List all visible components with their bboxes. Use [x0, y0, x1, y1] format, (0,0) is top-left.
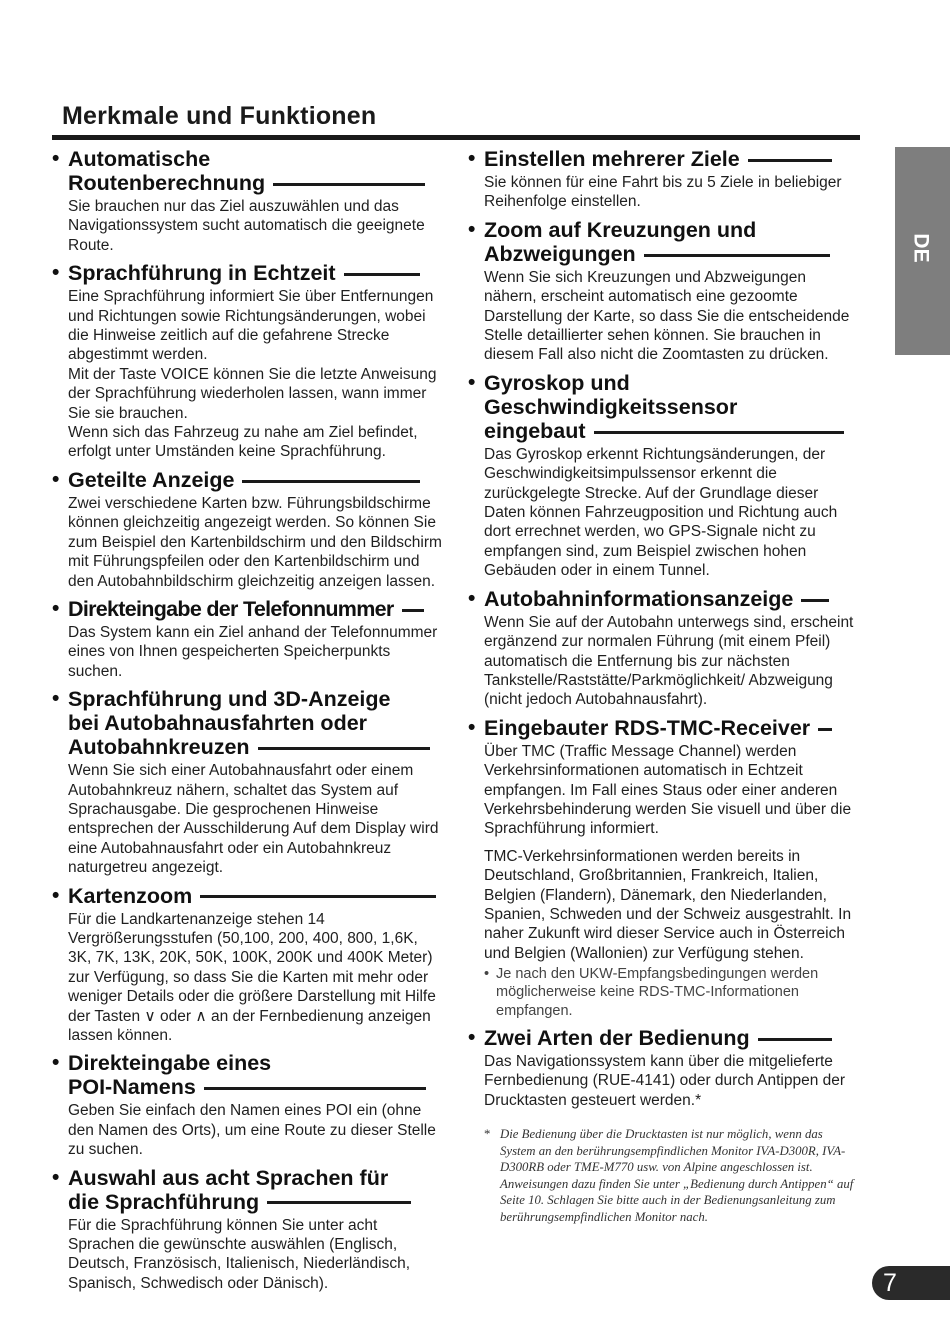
bullet-icon: • [52, 261, 60, 285]
heading-rule [273, 183, 425, 186]
heading-rule [200, 895, 436, 898]
feature-body: Für die Landkartenanzeige stehen 14 Vergrößerungsstufen (50,100, 200, 400, 800, 1,6K, 3K, 7K, 13K, 20K, 50K, 100K, 200K und 400K Meter) zur Verfügung, so dass Sie die Karten mit mehr oder weniger Details oder die größere Darstellung mit Hilfe der Tasten ∨ oder ∧ an der Fernbedienung anzeigen lassen können. [68, 910, 436, 1044]
feature-body: Wenn Sie sich Kreuzungen und Abzweigungen nähern, erscheint automatisch eine gezoomte Darstellung der Karte, so dass Sie die entscheidende Stelle detaillierter sehen können. Sie brauchen in diesem Fall also nicht die Zoomtasten zu drücken. [484, 268, 850, 364]
bullet-icon: • [52, 467, 60, 491]
feature-two-operation-modes [468, 1026, 860, 1226]
bullet-icon: • [484, 966, 490, 983]
feature-eight-languages [52, 1166, 444, 1294]
feature-motorway-info [468, 587, 860, 710]
bullet-icon: • [468, 1025, 476, 1049]
note: • Je nach den UKW-Empfangsbedingungen werden möglicherweise keine RDS-TMC-Informationen empfangen. [484, 966, 819, 1019]
feature-heading: • Direkteingabe der Telefonnummer [52, 597, 444, 621]
feature-body: Eine Sprachführung informiert Sie über Entfernungen und Richtungen sowie Richtungsänderungen, wobei die Hinweise zeitlich auf die gefahrene Strecke abgestimmt werden. Mit der Taste VOICE können Sie die letzte Anweisung der Sprachführung wiederholen lassen, wann immer Sie sie brauchen. Wenn sich das Fahrzeug zu nahe am Ziel befindet, erfolgt unter Umständen keine Sprachführung. [68, 288, 437, 461]
right-column [468, 147, 860, 1232]
feature-intersection-zoom [468, 218, 860, 365]
feature-body: Über TMC (Traffic Message Channel) werden Verkehrsinformationen automatisch in Echtzeit empfangen. Im Fall eines Staus oder einer anderen Verkehrsbehinderung werden Sie visuell und über die Sprachführung informiert. TMC-Verkehrsinformationen werden bereits in Deutschland, Großbritannien, Frankreich, Italien, Belgien (Flandern), Dänemark, den Niederlanden, Spanien, Schweden und der Schweiz ausgestrahlt. In naher Zukunft wird dieser Service auch in Österreich und Belgien (Wallonien) zur Verfügung stehen. • Je nach den UKW-Empfangsbedingungen werden möglicherweise keine RDS-TMC-Informationen empfangen. [468, 742, 860, 1020]
bullet-icon: • [468, 370, 476, 394]
feature-heading: • Geteilte Anzeige [52, 468, 444, 492]
page-title: Merkmale und Funktionen [62, 102, 377, 130]
feature-heading: • Automatische Routenberechnung [52, 147, 444, 195]
bullet-icon: • [468, 217, 476, 241]
feature-multiple-destinations [468, 147, 860, 212]
heading-rule [801, 599, 829, 602]
feature-rds-tmc [468, 716, 860, 1020]
heading-rule [594, 431, 844, 434]
feature-heading: • Sprachführung in Echtzeit [52, 261, 444, 285]
feature-heading: • Zoom auf Kreuzungen und Abzweigungen [468, 218, 860, 266]
feature-body: Das System kann ein Ziel anhand der Telefonnummer eines von Ihnen gespeicherten Speicherpunkts suchen. [68, 623, 438, 680]
feature-body: Wenn Sie sich einer Autobahnausfahrt oder einem Autobahnkreuz nähern, schaltet das System auf Sprachausgabe. Die gesprochenen Hinweise entsprechen der Ausschilderung Auf dem Display wird eine Autobahnausfahrt oder ein Autobahnkreuz naturgetreu angezeigt. [68, 762, 439, 877]
heading-rule [758, 1038, 832, 1041]
heading-rule [258, 747, 430, 750]
heading-rule [818, 728, 832, 731]
feature-body: Geben Sie einfach den Namen eines POI ein (ohne den Namen des Orts), um eine Route zu dieser Stelle zu suchen. [68, 1102, 436, 1159]
feature-body: Für die Sprachführung können Sie unter acht Sprachen die gewünschte auswählen (Englisch, Deutsch, Französisch, Italienisch, Niederländisch, Spanisch, Schwedisch oder Dänisch). [68, 1216, 411, 1292]
bullet-icon: • [52, 1051, 60, 1075]
feature-heading: • Autobahninformationsanzeige [468, 587, 860, 611]
heading-rule [204, 1087, 426, 1090]
feature-heading: • Direkteingabe eines POI-Namens [52, 1051, 444, 1099]
feature-heading: • Sprachführung und 3D-Anzeige bei Autobahnausfahrten oder Autobahnkreuzen [52, 687, 444, 759]
footnote: * Die Bedienung über die Drucktasten ist nur möglich, wenn das System an den berührungsempfindlichen Monitor IVA-D300R, IVA-D300RB oder TME-M770 usw. von Alpine angeschlossen ist. Anweisungen dazu finden Sie unter „Bedienung durch Antippen“ auf Seite 10. Schlagen Sie bitte auch in der Bedienungsanleitung zum berührungsempfindlichen Monitor nach. [484, 1127, 854, 1224]
feature-map-zoom [52, 884, 444, 1046]
feature-heading: • Zwei Arten der Bedienung [468, 1026, 860, 1050]
heading-rule [242, 480, 420, 483]
asterisk: * [484, 1127, 491, 1142]
feature-phone-input [52, 597, 444, 681]
title-rule [52, 135, 860, 140]
bullet-icon: • [52, 147, 60, 170]
feature-body: Sie brauchen nur das Ziel auszuwählen und das Navigationssystem sucht automatisch die geeignete Route. [68, 198, 425, 254]
bullet-icon: • [52, 596, 59, 620]
heading-rule [748, 159, 832, 162]
feature-heading: • Eingebauter RDS-TMC-Receiver [468, 716, 860, 740]
feature-automatic-route [52, 147, 444, 255]
feature-body: Das Navigationssystem kann über die mitgelieferte Fernbedienung (RUE-4141) oder durch Antippen der Drucktasten gesteuert werden.* [484, 1052, 846, 1109]
heading-rule [402, 609, 424, 612]
heading-rule [267, 1201, 411, 1204]
bullet-icon: • [468, 147, 476, 170]
feature-heading: • Einstellen mehrerer Ziele [468, 147, 860, 171]
feature-gyroscope [468, 371, 860, 581]
feature-poi-input [52, 1051, 444, 1159]
feature-body: Wenn Sie auf der Autobahn unterwegs sind, erscheint ergänzend zur normalen Führung (mit einem Pfeil) automatisch die Entfernung bis zur nächsten Tankstelle/Raststätte/Parkmöglichkeit/ Abzweigung (nicht jedoch Autobahnausfahrt). [484, 613, 854, 709]
feature-heading: • Kartenzoom [52, 884, 444, 908]
feature-body: Das Gyroskop erkennt Richtungsänderungen, der Geschwindigkeitsimpulssensor erkennt die zurückgelegte Strecke. Auf der Grundlage dieser Daten können Fahrzeugposition und Richtung auch dort errechnet werden, wo GPS-Signale nicht zu empfangen sind, zum Beispiel zwischen hohen Gebäuden oder in einem Tunnel. [484, 445, 838, 580]
feature-body: Sie können für eine Fahrt bis zu 5 Ziele in beliebiger Reihenfolge einstellen. [484, 174, 842, 211]
feature-heading: • Auswahl aus acht Sprachen für die Sprachführung [52, 1166, 444, 1214]
bullet-icon: • [468, 586, 476, 610]
feature-heading: • Gyroskop und Geschwindigkeitssensor eingebaut [468, 371, 860, 443]
bullet-icon: • [468, 715, 476, 739]
heading-rule [644, 254, 830, 257]
feature-voice-guidance [52, 261, 444, 462]
feature-motorway-3d [52, 687, 444, 877]
feature-split-display [52, 468, 444, 591]
bullet-icon: • [52, 687, 60, 711]
language-tab-label: DE [909, 233, 933, 263]
bullet-icon: • [52, 1165, 60, 1189]
heading-rule [344, 273, 420, 276]
left-column [52, 147, 444, 1299]
page-number: 7 [883, 1269, 897, 1297]
feature-body: Zwei verschiedene Karten bzw. Führungsbildschirme können gleichzeitig angezeigt werden. So können Sie zum Beispiel den Kartenbildschirm und den Bildschirm mit Führungspfeilen oder den Kartenbildschirm und den Autobahnbildschirm gleichzeitig anzeigen lassen. [68, 494, 442, 590]
bullet-icon: • [52, 883, 60, 907]
